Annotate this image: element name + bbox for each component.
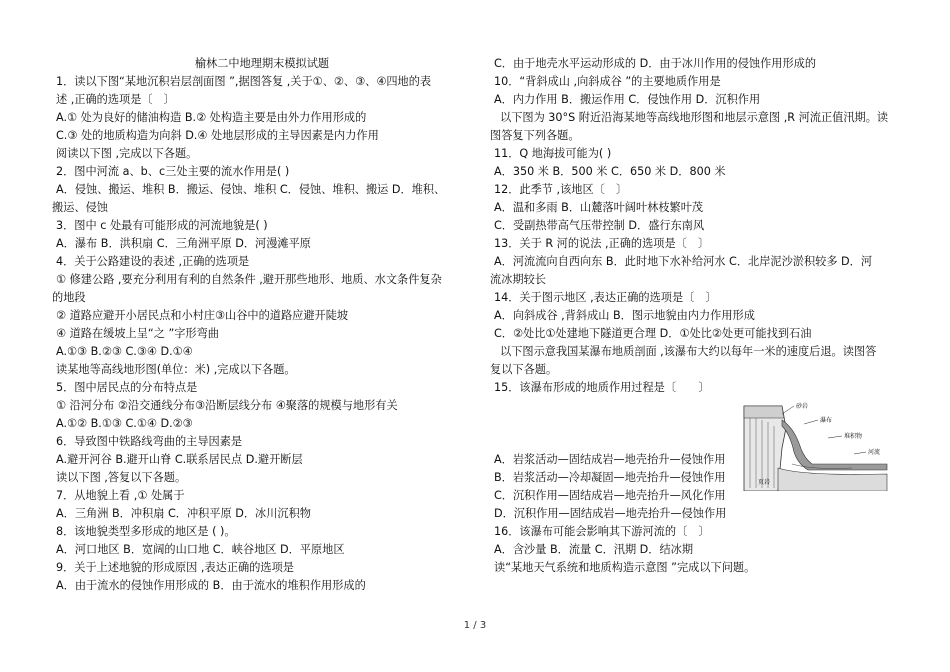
text-line: A．三角洲 B．冲积扇 C．冲积平原 D．冰川沉积物 [56,507,311,520]
text-line: C．受副热带高气压带控制 D．盛行东南风 [494,219,705,232]
text-line: 流冰期较长 [490,273,546,286]
label-sandstone: 砂岩 [796,403,809,410]
text-line: A．河口地区 B．宽阔的山口地 C．峡谷地区 D．平原地区 [56,543,345,556]
text-line: 读某地等高线地形图(单位：米) ,完成以下各题。 [56,363,296,376]
text-line: 6．导致图中铁路线弯曲的主导因素是 [56,435,243,448]
text-line: A．由于流水的侵蚀作用形成的 B．由于流水的堆积作用形成的 [56,579,366,592]
text-line: A.① 处为良好的储油构造 B.② 处构造主要是由外力作用形成的 [56,111,367,124]
text-line: A．内力作用 B．搬运作用 C．侵蚀作用 D．沉积作用 [494,93,761,106]
text-line: 2．图中河流 a、b、c三处主要的流水作用是( ) [56,165,290,178]
text-line: 15．该瀑布形成的地质作用过程是〔 〕 [494,381,710,394]
text-line: 读以下图 ,答复以下各题。 [56,471,187,484]
text-line: 9．关于上述地貌的形成原因 ,表达正确的选项是 [56,561,294,574]
page-number: 1 / 3 [463,620,487,631]
text-line: 读“某地天气系统和地质构造示意图 ”完成以下问题。 [494,561,756,574]
text-line: ① 修建公路 ,要充分利用有利的自然条件 ,避开那些地形、地质、水文条件复杂 [56,273,442,286]
text-line: 以下图为 30°S 附近沿海某地等高线地形图和地层示意图 ,R 河流正值汛期。读 [500,111,889,124]
text-line: 12．此季节 ,该地区〔 〕 [494,183,628,196]
sandstone-layer [744,406,784,418]
text-line: 14．关于图示地区 ,表达正确的选项是〔 〕 [494,291,717,304]
text-line: A．岩浆活动—固结成岩—地壳抬升—侵蚀作用 [494,453,726,466]
text-line: 5．图中居民点的分布特点是 [56,381,198,394]
text-line: 13．关于 R 河的说法 ,正确的选项是〔 〕 [494,237,710,250]
text-line: 复以下各题。 [490,363,558,376]
text-line: A．含沙量 B．流量 C．汛期 D．结冰期 [494,543,694,556]
label-waterfall: 瀑布 [820,417,833,424]
text-line: ① 沿河分布 ②沿交通线分布③沿断层线分布 ④聚落的规模与地形有关 [56,399,398,412]
text-line: C．②处比①处建地下隧道更合理 D．①处比②处更可能找到石油 [494,327,812,340]
text-line: 图答复下列各题。 [490,129,580,142]
text-line: 4．关于公路建设的表述 ,正确的选项是 [56,255,250,268]
text-line: 搬运、侵蚀 [52,201,108,214]
text-line: A．河流流向自西向东 B．此时地下水补给河水 C．北岸泥沙淤积较多 D．河 [494,255,873,268]
text-line: 1．读以下图“某地沉积岩层剖面图 ”,据图答复 ,关于①、②、③、④四地的表 [56,75,432,88]
label-river: 河流 [868,449,881,456]
text-line: 阅读以下图 ,完成以下各题。 [56,147,198,160]
text-line: ④ 道路在缓坡上呈“之 ”字形弯曲 [56,327,219,340]
label-deposit: 堆积物 [844,433,863,440]
text-line: C．沉积作用—固结成岩—地壳抬升—风化作用 [494,489,726,502]
text-line: 11．Q 地海拔可能为( ) [494,147,612,160]
text-line: 10．“背斜成山 ,向斜成谷 ”的主要地质作用是 [494,75,721,88]
text-line: A．350 米 B．500 米 C．650 米 D．800 米 [494,165,726,178]
label-shale: 页岩 [758,479,771,486]
text-line: 8．该地貌类型多形成的地区是 ( )。 [56,525,236,538]
right-column [490,55,920,577]
text-line: B．岩浆活动—冷却凝固—地壳抬升—侵蚀作用 [494,471,726,484]
text-line: A.①③ B.②③ C.③④ D.①④ [56,345,193,358]
text-line: A．侵蚀、搬运、堆积 B．搬运、侵蚀、堆积 C．侵蚀、堆积、搬运 D．堆积、 [56,183,446,196]
text-line: A.①② B.①③ C.①④ D.②③ [56,417,193,430]
waterfall-cross-section-figure [742,398,888,491]
text-line: ② 道路应避开小居民点和小村庄③山谷中的道路应避开陡坡 [56,309,349,322]
text-line: 以下图示意我国某瀑布地质剖面 ,该瀑布大约以每年一米的速度后退。读图答 [500,345,877,358]
text-line: A．向斜成谷 ,背斜成山 B．图示地貌由内力作用形成 [494,309,755,322]
text-line: 的地段 [52,291,86,304]
text-line: A．温和多雨 B．山麓落叶阔叶林枝繁叶茂 [494,201,704,214]
text-line: D．沉积作用—固结成岩—地壳抬升—侵蚀作用 [494,507,727,520]
text-line: A.避开河谷 B.避开山脊 C.联系居民点 D.避开断层 [56,453,303,466]
text-line: A．瀑布 B．洪积扇 C．三角洲平原 D．河漫滩平原 [56,237,311,250]
text-line: C．由于地壳水平运动形成的 D．由于冰川作用的侵蚀作用形成的 [494,57,817,70]
text-line: 3．图中 c 处最有可能形成的河流地貌是( ) [56,219,268,232]
text-line: C.③ 处的地质构造为向斜 D.④ 处地层形成的主导因素是内力作用 [56,129,379,142]
text-line: 16．该瀑布可能会影响其下游河流的〔 〕 [494,525,710,538]
left-column [52,55,472,595]
text-line: 7．从地貌上看 ,① 处属于 [56,489,185,502]
text-line: 述 ,正确的选项是〔 〕 [56,93,175,106]
page-title: 榆林二中地理期末模拟试题 [194,57,330,70]
